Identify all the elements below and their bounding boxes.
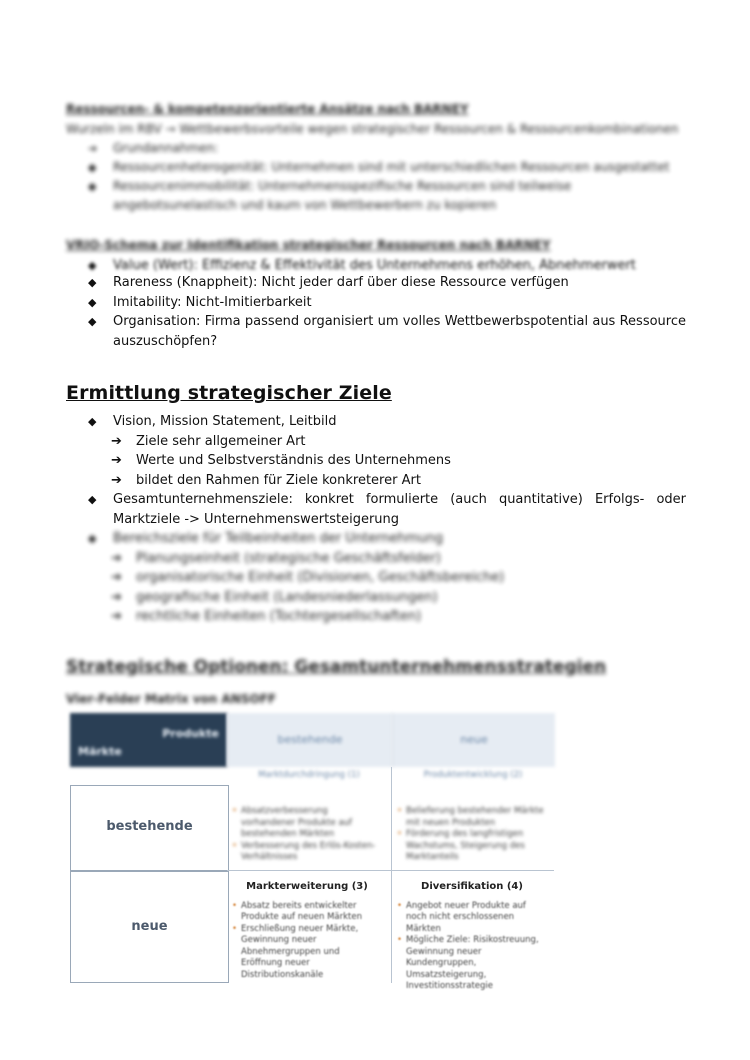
diamond-bullet-icon: ◆ (88, 161, 97, 174)
col-header-label: neue (460, 733, 488, 746)
arrow-bullet-icon: ➔ (111, 570, 122, 585)
cell-title: Produktentwicklung (2) (423, 770, 523, 780)
matrix-col-header (392, 713, 555, 767)
list-item: ◆ Gesamtunternehmensziele: konkret formulierte (auch quantitative) Erfolgs- oder Marktziele -> Unternehmenswertsteigerung (88, 492, 686, 527)
list-item: ◆ Bereichsziele für Teilbeinheiten der Unternehmung (66, 529, 686, 549)
ressourcen-intro: Wurzeln im RBV → Wettbewerbsvorteile wegen strategischer Ressourcen & Ressourcenkombinationen (66, 122, 679, 136)
list-item: ◆ Ressourcenimmobilität: Unternehmensspezifische Ressourcen sind teilweise angebotsunelastisch und kaum von Wettbewerbern zu kopieren (88, 179, 572, 212)
arrow-bullet-icon: ➔ (111, 453, 122, 468)
list-item: ➔ Ziele sehr allgemeiner Art (66, 432, 686, 452)
arrow-bullet-icon: ➔ (111, 589, 122, 605)
list-item: ◆ Value (Wert): Effizienz & Effektivität des Unternehmens erhöhen, Abnehmerwert (66, 256, 686, 273)
matrix-cell-markterweiterung (232, 881, 382, 981)
list-item: ◆ Rareness (Knappheit): Nicht jeder darf über diese Ressource verfügen (66, 273, 686, 293)
list-item: • Angebot neuer Produkte auf noch nicht erschlossenen Märkten (397, 901, 547, 936)
divider (227, 870, 554, 871)
optionen-subtitle: Vier-Felder Matrix von ANSOFF (66, 692, 277, 706)
matrix-products-label: Produkte (162, 727, 219, 740)
ziele-title: Ermittlung strategischer Ziele (66, 382, 392, 404)
matrix-cell-diversifikation (397, 881, 547, 993)
list-item: • Förderung des langfristigen Wachstums, Steigerung des Marktanteils (397, 829, 547, 864)
arrow-bullet-icon: ➔ (111, 550, 122, 566)
diamond-bullet-icon: ◆ (88, 180, 97, 193)
diamond-bullet-icon: ◆ (88, 259, 97, 272)
arrow-bullet-icon: ➔ (111, 433, 122, 449)
list-item: • Absatz bereits entwickelter Produkte auf neuen Märkten (232, 901, 382, 924)
list-item: ➔ organisatorische Einheit (Divisionen, Geschäftsbereiche) (66, 568, 686, 588)
list-item: ◆ Vision, Mission Statement, Leitbild (66, 412, 686, 432)
vrio-section (66, 256, 686, 351)
arrow-bullet-icon: ➔ (88, 142, 98, 155)
divider (391, 767, 392, 983)
vrio-heading: VRIO-Schema zur Identifikation strategischer Ressourcen nach BARNEY (66, 238, 551, 252)
ziele-section (66, 412, 686, 627)
diamond-bullet-icon: ◆ (88, 532, 97, 545)
optionen-title: Strategische Optionen: Gesamtunternehmensstrategien (66, 657, 607, 677)
list-item: ➔ Planungseinheit (strategische Geschäftsfelder) (66, 549, 686, 569)
cell-title: Diversifikation (4) (421, 881, 523, 892)
arrow-bullet-icon: ➔ (111, 472, 122, 488)
ziele-sublist (66, 432, 686, 491)
diamond-bullet-icon: ◆ (88, 276, 97, 289)
vrio-list (66, 256, 686, 351)
list-item: ➔ Werte und Selbstverständnis des Unternehmens (66, 451, 686, 471)
diamond-bullet-icon: ◆ (88, 315, 97, 328)
diamond-bullet-icon: ◆ (88, 493, 97, 506)
bereichsziele-sublist (66, 549, 686, 627)
list-item: • Absatzverbesserung vorhandener Produkte auf bestehenden Märkten (232, 806, 382, 841)
matrix-markets-label: Märkte (78, 745, 122, 758)
list-item: ➔ rechtliche Einheiten (Tochtergesellschaften) (66, 607, 686, 627)
matrix-row-header (70, 785, 229, 871)
bereichsziele-block (66, 529, 686, 627)
ressourcen-section (66, 100, 686, 215)
ziele-list-2 (66, 490, 686, 529)
row-header-label: bestehende (106, 819, 193, 834)
ressourcen-list (66, 139, 686, 215)
row-header-label: neue (131, 919, 168, 934)
list-item: • Verbesserung des Erlös-Kosten-Verhältnisses (232, 841, 382, 864)
list-item: • Mögliche Ziele: Risikostreuung, Gewinnung neuer Kundengruppen, Umsatzsteigerung, Investitionsstrategie (397, 935, 547, 993)
matrix-row-header (70, 871, 229, 983)
diamond-bullet-icon: ◆ (88, 295, 97, 309)
bereichsziele-list (66, 529, 686, 549)
arrow-bullet-icon: ➔ (111, 609, 122, 624)
list-item: ◆ Ressourcenheterogenität: Unternehmen sind mit unterschiedlichen Ressourcen ausgestattet (66, 158, 686, 177)
ziele-list (66, 412, 686, 432)
cell-title: Marktdurchdringung (1) (258, 770, 360, 780)
diamond-bullet-icon: ◆ (88, 415, 97, 428)
matrix-cell-marktdurchdringung (232, 806, 382, 864)
list-item: ➔ bildet den Rahmen für Ziele konkreterer Art (66, 471, 686, 491)
list-item: ◆ Organisation: Firma passend organisiert um volles Wettbewerbspotential aus Ressource auszuschöpfen? (88, 314, 686, 349)
ansoff-matrix (70, 713, 554, 991)
matrix-col-header (227, 713, 392, 767)
ressourcen-heading: Ressourcen- & kompetenzorientierte Ansätze nach BARNEY (66, 102, 469, 116)
list-item: • Erschließung neuer Märkte, Gewinnung neuer Abnehmergruppen und Eröffnung neuer Distributionskanäle (232, 924, 382, 982)
list-item: ◆ Imitability: Nicht-Imitierbarkeit (66, 293, 686, 313)
list-item: ➔ geografische Einheit (Landesniederlassungen) (66, 588, 686, 608)
list-item: ➔ Grundannahmen: (66, 139, 686, 158)
list-item: • Belieferung bestehender Märkte mit neuen Produkten (397, 806, 547, 829)
matrix-cell-produktentwicklung (397, 806, 547, 864)
col-header-label: bestehende (277, 733, 343, 746)
matrix-corner-header (70, 713, 227, 767)
cell-title: Markterweiterung (3) (246, 881, 368, 892)
